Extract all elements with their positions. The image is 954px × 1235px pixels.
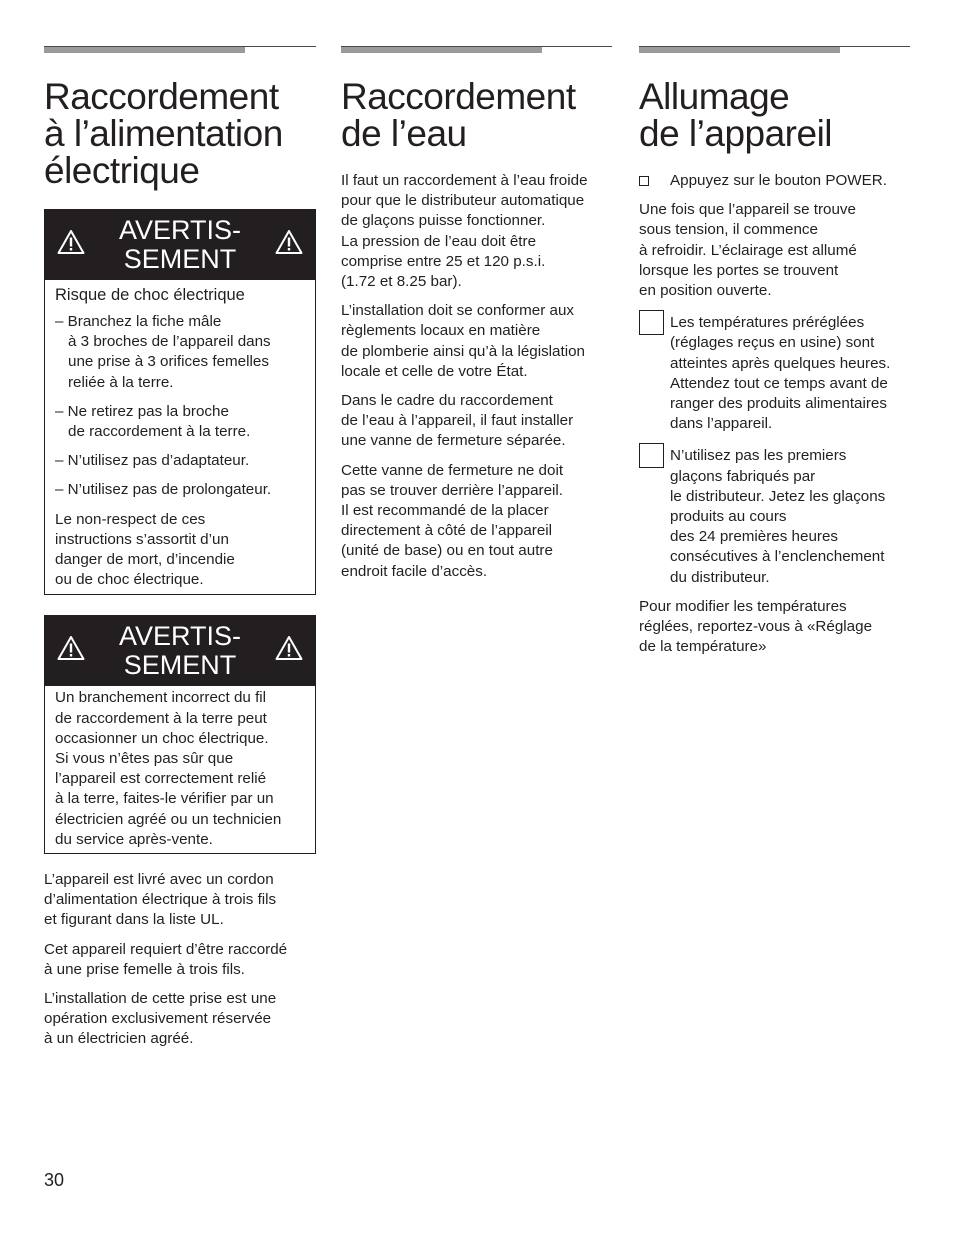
column-electrical (44, 46, 316, 1059)
paragraph: Dans le cadre du raccordement de l’eau à l’appareil, il faut installer une vanne de fermeture séparée. (341, 392, 574, 450)
warning-closing: Le non-respect de ces instructions s’assortit d’un danger de mort, d’incendie ou de choc électrique. (55, 510, 235, 589)
list-item: – Ne retirez pas la broche de raccordement à la terre. (55, 402, 251, 441)
section-rule-bar (341, 47, 542, 53)
section-rule (341, 46, 612, 54)
section-title-startup: Allumage de l’appareil (639, 76, 833, 154)
warning-title: AVERTIS- SEMENT (118, 621, 242, 681)
note-box-icon (639, 310, 664, 335)
list-item: – Branchez la fiche mâle à 3 broches de l’appareil dans une prise à 3 orifices femelles reliée à la terre. (55, 313, 271, 391)
paragraph: L’installation doit se conformer aux règlements locaux en matière de plomberie ainsi qu’à la législation locale et celle de votre État. (341, 302, 585, 380)
warning-box-shock (44, 209, 316, 595)
paragraph: L’appareil est livré avec un cordon d’alimentation électrique à trois fils et figurant dans la liste UL. (44, 871, 277, 929)
warning-header (45, 210, 315, 280)
warning-title: AVERTIS- SEMENT (118, 215, 242, 274)
warning-triangle-icon (275, 635, 303, 661)
paragraph: Il faut un raccordement à l’eau froide pour que le distributeur automatique de glaçons puisse fonctionner. La pression de l’eau doit être comprise entre 25 et 120 p.s.i. (1.72 et 8.25 bar). (341, 172, 588, 291)
paragraph: Pour modifier les températures réglées, reportez-vous à «Réglage de la température» (639, 597, 873, 656)
column-startup (639, 46, 910, 666)
warning-body (45, 280, 315, 594)
warning-subtitle: Risque de choc électrique (55, 286, 245, 304)
section-rule-bar (639, 47, 840, 53)
section-title-water: Raccordement de l’eau (341, 76, 576, 154)
page-number: 30 (44, 1170, 65, 1190)
checkbox-icon (639, 176, 649, 186)
note-temperatures (639, 310, 910, 434)
column-water (341, 46, 612, 591)
list-item: – N’utilisez pas de prolongateur. (55, 481, 272, 499)
warning-body (45, 686, 315, 853)
warning-triangle-icon (275, 229, 303, 255)
note-text: N’utilisez pas les premiers glaçons fabriqués par le distributeur. Jetez les glaçons produits au cours des 24 premières heures consécutives à l’enclenchement du distributeur. (670, 447, 886, 586)
warning-list (55, 312, 305, 501)
section-rule (639, 46, 910, 54)
step-text: Appuyez sur le bouton POWER. (670, 172, 887, 189)
warning-box-grounding (44, 615, 316, 854)
list-item: – N’utilisez pas d’adaptateur. (55, 452, 250, 470)
section-title-electrical: Raccordement à l’alimentation électrique (44, 76, 283, 191)
paragraph: Cette vanne de fermeture ne doit pas se trouver derrière l’appareil. Il est recommandé de la placer directement à côté de l’appareil (unité de base) ou en tout autre endroit facile d’accès. (341, 461, 564, 580)
section-rule (44, 46, 316, 54)
note-ice (639, 443, 910, 587)
note-text: Les températures préréglées (réglages reçus en usine) sont atteintes après quelques heures. Attendez tout ce temps avant de ranger des produits alimentaires dans l’appareil. (670, 314, 891, 433)
paragraph: L’installation de cette prise est une opération exclusivement réservée à un électricien agréé. (44, 990, 277, 1048)
note-box-icon (639, 443, 664, 468)
warning-triangle-icon (57, 229, 85, 255)
section-rule-bar (44, 47, 245, 53)
paragraph: Une fois que l’appareil se trouve sous tension, il commence à refroidir. L’éclairage est allumé lorsque les portes se trouvent en position ouverte. (639, 201, 857, 300)
paragraph: Cet appareil requiert d’être raccordé à une prise femelle à trois fils. (44, 940, 288, 978)
electrical-paragraphs (44, 870, 316, 1050)
warning-text: Un branchement incorrect du fil de raccordement à la terre peut occasionner un choc électrique. Si vous n’êtes pas sûr que l’appareil est correctement relié à la terre, faites-le vérifier par un électricien agréé ou un technicien du service après-vente. (55, 689, 282, 848)
warning-header (45, 616, 315, 686)
step-power (639, 171, 910, 191)
warning-triangle-icon (57, 635, 85, 661)
